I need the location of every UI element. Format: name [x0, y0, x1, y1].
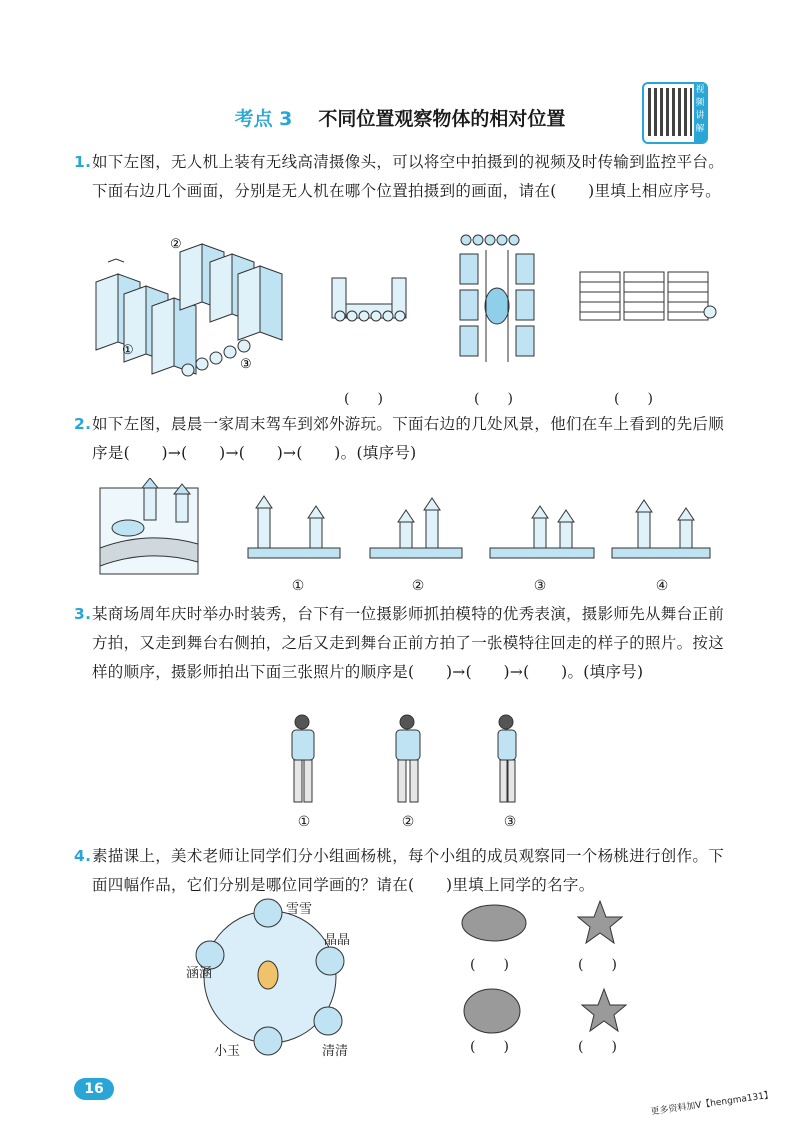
question-1-number: 1.: [74, 153, 92, 171]
question-3-text: 某商场周年庆时举办时装秀，台下有一位摄影师抓拍模特的优秀表演，摄影师先从舞台正前方拍，又走到舞台右侧拍，之后又走到舞台正前方拍了一张模特往回走的样子的照片。按这样的顺序，摄影师拍出下面三张照片的顺序是( )→( )→( )。(填序号): [92, 605, 725, 681]
q2-view-3: [490, 506, 594, 558]
question-4-text: 素描课上，美术老师让同学们分小组画杨桃，每个小组的成员观察同一个杨桃进行创作。下面四幅作品，它们分别是哪位同学画的？请在( )里填上同学的名字。: [92, 847, 725, 894]
q4-blank-1[interactable]: ( ): [470, 957, 509, 973]
q1-view-a: [332, 278, 406, 321]
q1-figures: [88, 232, 728, 382]
q2-label-4: ④: [655, 578, 669, 594]
q2-view-2: [370, 498, 462, 558]
q1-blank-2[interactable]: ( ): [474, 391, 513, 407]
q3-label-2: ②: [401, 814, 415, 830]
q2-view-1: [248, 496, 340, 558]
q1-mark-2: ②: [170, 237, 182, 252]
student-name-xiaoyu: 小玉: [214, 1044, 241, 1059]
student-name-hanhan: 涵涵: [186, 966, 213, 981]
student-name-jingjing: 晶晶: [324, 933, 351, 948]
q2-label-3: ③: [533, 578, 547, 594]
question-2-text: 如下左图，晨晨一家周末驾车到郊外游玩。下面右边的几处风景，他们在车上看到的先后顺序是( )→( )→( )→( )。(填序号): [92, 415, 725, 462]
q4-drawings: [450, 895, 650, 1055]
q4-blank-3[interactable]: ( ): [470, 1039, 509, 1055]
question-2: [74, 410, 732, 468]
q1-view-c: [580, 272, 716, 320]
q1-blank-1[interactable]: ( ): [344, 391, 383, 407]
qr-code-icon: [648, 88, 692, 136]
question-2-number: 2.: [74, 415, 92, 433]
question-3: [74, 600, 732, 687]
carambola-side-view-b: [464, 989, 520, 1033]
q3-label-1: ①: [297, 814, 311, 830]
question-4: [74, 842, 732, 900]
q3-model-1: [292, 715, 314, 802]
qr-side-label: 视频讲解: [694, 84, 706, 142]
kaodian-label: 考点 3: [234, 108, 293, 130]
student-name-xuexue: 雪雪: [286, 902, 313, 917]
q2-park-scene: [100, 478, 198, 574]
q1-mark-1: ①: [122, 343, 134, 358]
q1-blank-3[interactable]: ( ): [614, 391, 653, 407]
question-3-number: 3.: [74, 605, 92, 623]
q4-blank-4[interactable]: ( ): [578, 1039, 617, 1055]
q1-view-b: [460, 235, 534, 362]
q3-model-3: [498, 715, 516, 802]
page-number: 16: [74, 1078, 114, 1100]
q2-figures: [98, 478, 718, 578]
q2-label-2: ②: [411, 578, 425, 594]
qr-code-video[interactable]: [642, 82, 708, 144]
q3-model-2: [396, 715, 420, 802]
q1-mark-3: ③: [240, 357, 252, 372]
q3-figures: [280, 712, 530, 808]
footer-note: 更多资料加V【hengma131】: [650, 1090, 774, 1118]
carambola-star-view-a: [578, 901, 622, 943]
carambola-side-view-a: [462, 905, 526, 941]
question-1: [74, 148, 732, 206]
q3-label-3: ③: [503, 814, 517, 830]
student-name-qingqing: 清清: [322, 1044, 349, 1059]
section-title-text: 不同位置观察物体的相对位置: [318, 108, 566, 130]
question-1-text: 如下左图，无人机上装有无线高清摄像头，可以将空中拍摄到的视频及时传输到监控平台。下面右边几个画面，分别是无人机在哪个位置拍摄到的画面，请在( )里填上相应序号。: [92, 153, 725, 200]
q4-blank-2[interactable]: ( ): [578, 957, 617, 973]
carambola-star-view-b: [582, 989, 626, 1031]
q2-label-1: ①: [291, 578, 305, 594]
question-4-number: 4.: [74, 847, 92, 865]
q2-view-4: [612, 500, 710, 558]
